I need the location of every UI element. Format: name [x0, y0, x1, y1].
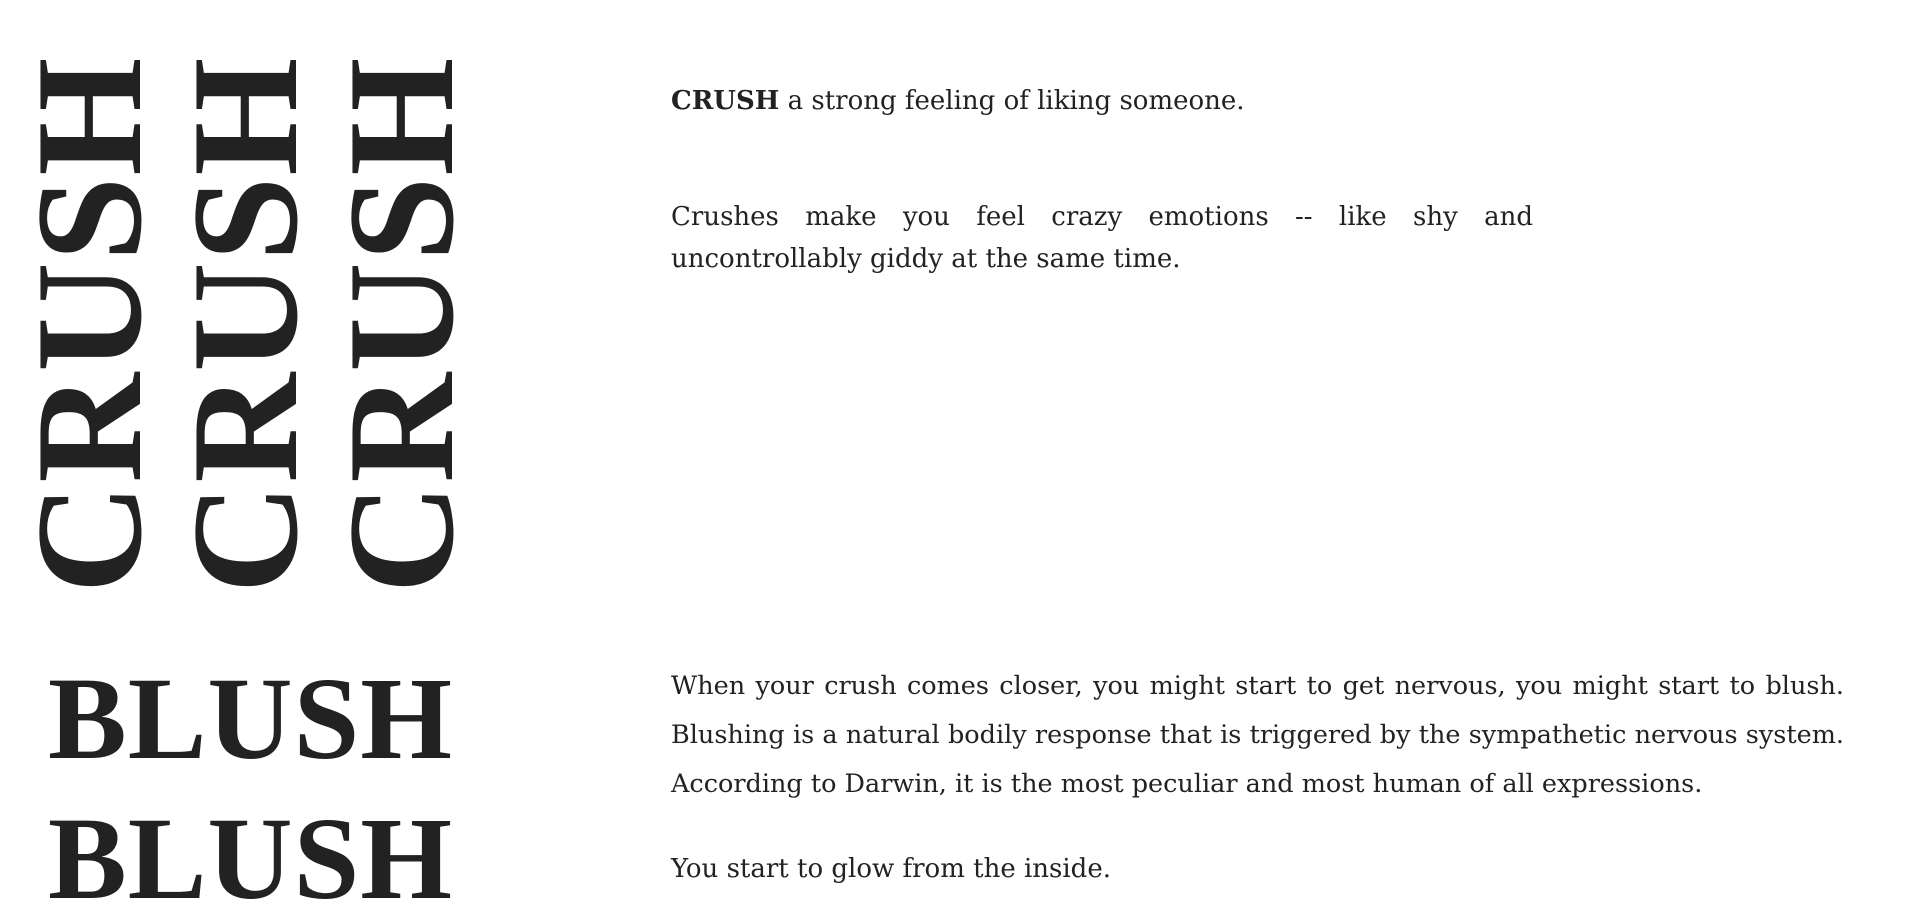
crush-definition	[671, 86, 1571, 116]
crush-word-text: CRUSH	[317, 56, 485, 594]
blush-heading-2: BLUSH	[48, 793, 454, 919]
crush-vertical-word-2	[161, 56, 329, 594]
blush-heading-1: BLUSH	[48, 653, 454, 784]
crush-vertical-word-1	[5, 56, 173, 594]
crush-word-text: CRUSH	[161, 56, 329, 594]
blush-paragraph: When your crush comes closer, you might start to get nervous, you might start to blush. Blushing is a natural bodily response that is triggered by the sympathetic nervous system. According to Darwin, it is the most peculiar and most human of all expressions.	[671, 671, 1844, 799]
crush-word-text: CRUSH	[5, 56, 173, 594]
glow-paragraph: You start to glow from the inside.	[671, 854, 1111, 884]
crush-vertical-word-3	[317, 56, 485, 594]
definition-text: a strong feeling of liking someone.	[779, 86, 1245, 116]
definition-term: CRUSH	[671, 86, 780, 116]
crushes-paragraph: Crushes make you feel crazy emotions -- like shy and uncontrollably giddy at the same time.	[671, 202, 1533, 274]
